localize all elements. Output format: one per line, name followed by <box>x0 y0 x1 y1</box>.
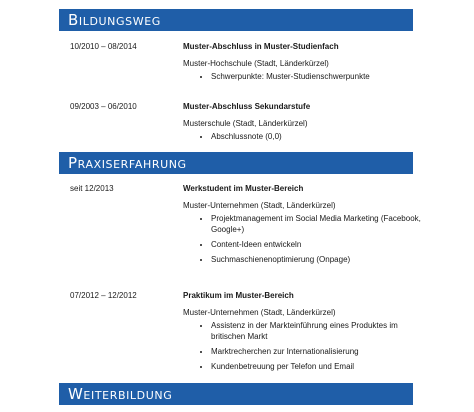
section-heading-weiterbildung: Weiterbildung <box>59 383 413 405</box>
entry-content <box>183 101 423 146</box>
entry-bullets <box>183 71 423 82</box>
bullet-item: • Kundenbetreuung per Telefon und Email <box>211 361 423 372</box>
entry-bullets <box>183 213 423 265</box>
entry-date: seit 12/2013 <box>70 184 114 193</box>
entry-title: Praktikum im Muster-Bereich <box>183 291 294 300</box>
section-heading-bildungsweg: Bildungsweg <box>59 9 413 31</box>
entry-content <box>183 41 423 86</box>
entry-org: Muster-Unternehmen (Stadt, Länderkürzel) <box>183 308 336 317</box>
bullet-item: • Assistenz in der Markteinführung eines Produktes im britischen Markt <box>211 320 423 342</box>
entry-date: 10/2010 – 08/2014 <box>70 42 137 51</box>
entry-content <box>183 183 423 269</box>
entry-date: 07/2012 – 12/2012 <box>70 291 137 300</box>
entry-title: Werkstudent im Muster-Bereich <box>183 184 304 193</box>
bullet-item: • Content-Ideen entwickeln <box>211 239 423 250</box>
bullet-item: • Schwerpunkte: Muster-Studienschwerpunkte <box>211 71 423 82</box>
section-heading-praxiserfahrung: Praxiserfahrung <box>59 152 413 174</box>
entry-bullets <box>183 320 423 372</box>
entry-org: Muster-Hochschule (Stadt, Länderkürzel) <box>183 59 329 68</box>
bullet-item: • Abschlussnote (0,0) <box>211 131 423 142</box>
entry-date: 09/2003 – 06/2010 <box>70 102 137 111</box>
entry-title: Muster-Abschluss in Muster-Studienfach <box>183 42 339 51</box>
bullet-item: • Projektmanagement im Social Media Marketing (Facebook, Google+) <box>211 213 423 235</box>
entry-org: Muster-Unternehmen (Stadt, Länderkürzel) <box>183 201 336 210</box>
entry-bullets <box>183 131 423 142</box>
entry-org: Musterschule (Stadt, Länderkürzel) <box>183 119 308 128</box>
entry-title: Muster-Abschluss Sekundarstufe <box>183 102 311 111</box>
bullet-item: • Marktrecherchen zur Internationalisierung <box>211 346 423 357</box>
bullet-item: • Suchmaschienenoptimierung (Onpage) <box>211 254 423 265</box>
entry-content <box>183 290 423 376</box>
